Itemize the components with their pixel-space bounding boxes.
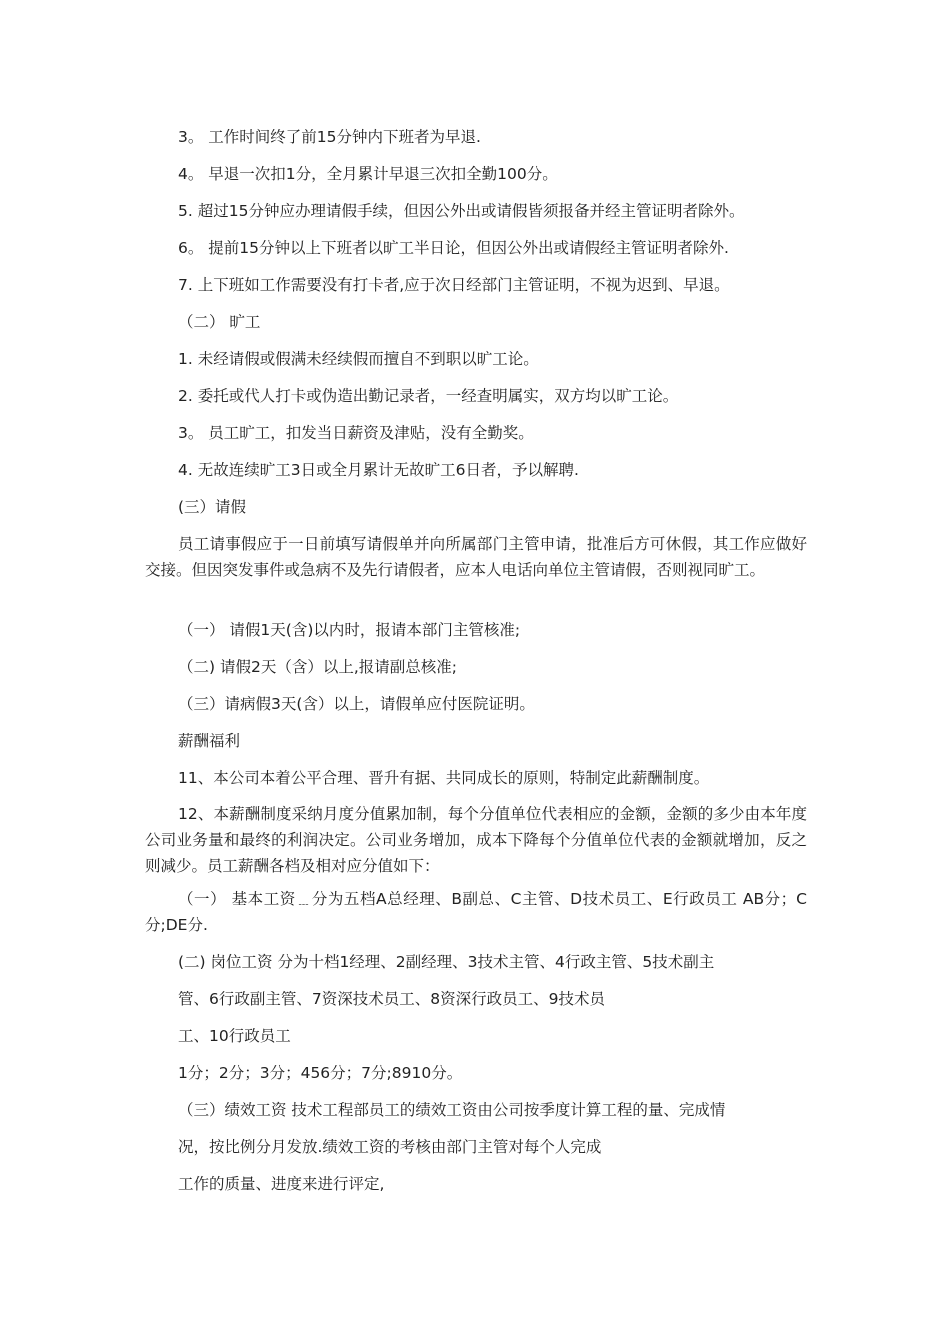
leave-policy-paragraph: 员工请事假应于一日前填写请假单并向所属部门主管申请，批准后方可休假，其工作应做好交接。但因突发事件或急病不及先行请假者，应本人电话向单位主管请假，否则视同旷工。 — [145, 535, 807, 579]
performance-salary-line-2: 况，按比例分月发放.绩效工资的考核由部门主管对每个人完成 — [178, 1138, 602, 1156]
rule-leave-procedure: 5. 超过15分钟应办理请假手续，但因公外出或请假皆须报备并经主管证明者除外。 — [178, 202, 745, 220]
rule-half-day-absence: 6。 提前15分钟以上下班者以旷工半日论，但因公外出或请假经主管证明者除外. — [178, 239, 729, 257]
position-salary-line-1: (二) 岗位工资 分为十档1经理、2副经理、3技术主管、4行政主管、5技术副主 — [178, 953, 715, 971]
absenteeism-rule-3: 3。 员工旷工，扣发当日薪资及津贴，没有全勤奖。 — [178, 424, 534, 442]
section-heading-absenteeism: （二） 旷工 — [178, 313, 261, 331]
performance-salary-line-1: （三）绩效工资 技术工程部员工的绩效工资由公司按季度计算工程的量、完成情 — [178, 1101, 726, 1119]
position-salary-line-2: 管、6行政副主管、7资深技术员工、8资深行政员工、9技术员 — [178, 990, 605, 1008]
section-heading-leave: (三）请假 — [178, 498, 247, 516]
performance-salary-line-3: 工作的质量、进度来进行评定, — [178, 1175, 385, 1193]
salary-item-11: 11、本公司本着公平合理、晋升有据、共同成长的原则，特制定此薪酬制度。 — [178, 769, 710, 787]
absenteeism-rule-2: 2. 委托或代人打卡或伪造出勤记录者，一经查明属实，双方均以旷工论。 — [178, 387, 679, 405]
section-heading-salary: 薪酬福利 — [178, 732, 241, 750]
rule-early-leave-penalty: 4。 早退一次扣1分，全月累计早退三次扣全勤100分。 — [178, 165, 558, 183]
leave-item-2: （二) 请假2天（含）以上,报请副总核准; — [178, 658, 457, 676]
leave-item-1: （一） 请假1天(含)以内时，报请本部门主管核准; — [178, 621, 521, 639]
rule-missed-punch: 7. 上下班如工作需要没有打卡者,应于次日经部门主管证明，不视为迟到、早退。 — [178, 276, 730, 294]
leave-item-3: （三）请病假3天(含）以上，请假单应付医院证明。 — [178, 695, 535, 713]
absenteeism-rule-1: 1. 未经请假或假满未经续假而擅自不到职以旷工论。 — [178, 350, 539, 368]
rule-early-leave: 3。 工作时间终了前15分钟内下班者为早退. — [178, 128, 481, 146]
absenteeism-rule-4: 4. 无故连续旷工3日或全月累计无故旷工6日者，予以解聘. — [178, 461, 579, 479]
salary-item-12: 12、本薪酬制度采纳月度分值累加制，每个分值单位代表相应的金额，金额的多少由本年度公司业务量和最终的利润决定。公司业务增加，成本下降每个分值单位代表的金额就增加，反之则减少。员工薪酬各档及相对应分值如下： — [145, 805, 807, 875]
position-salary-line-3: 工、10行政员工 — [178, 1027, 291, 1045]
position-salary-points: 1分；2分；3分；456分；7分;8910分。 — [178, 1064, 463, 1082]
base-salary-paragraph: （一） 基本工资﹍分为五档A总经理、B副总、C主管、D技术员工、E行政员工 AB分；C分;DE分. — [145, 890, 807, 934]
